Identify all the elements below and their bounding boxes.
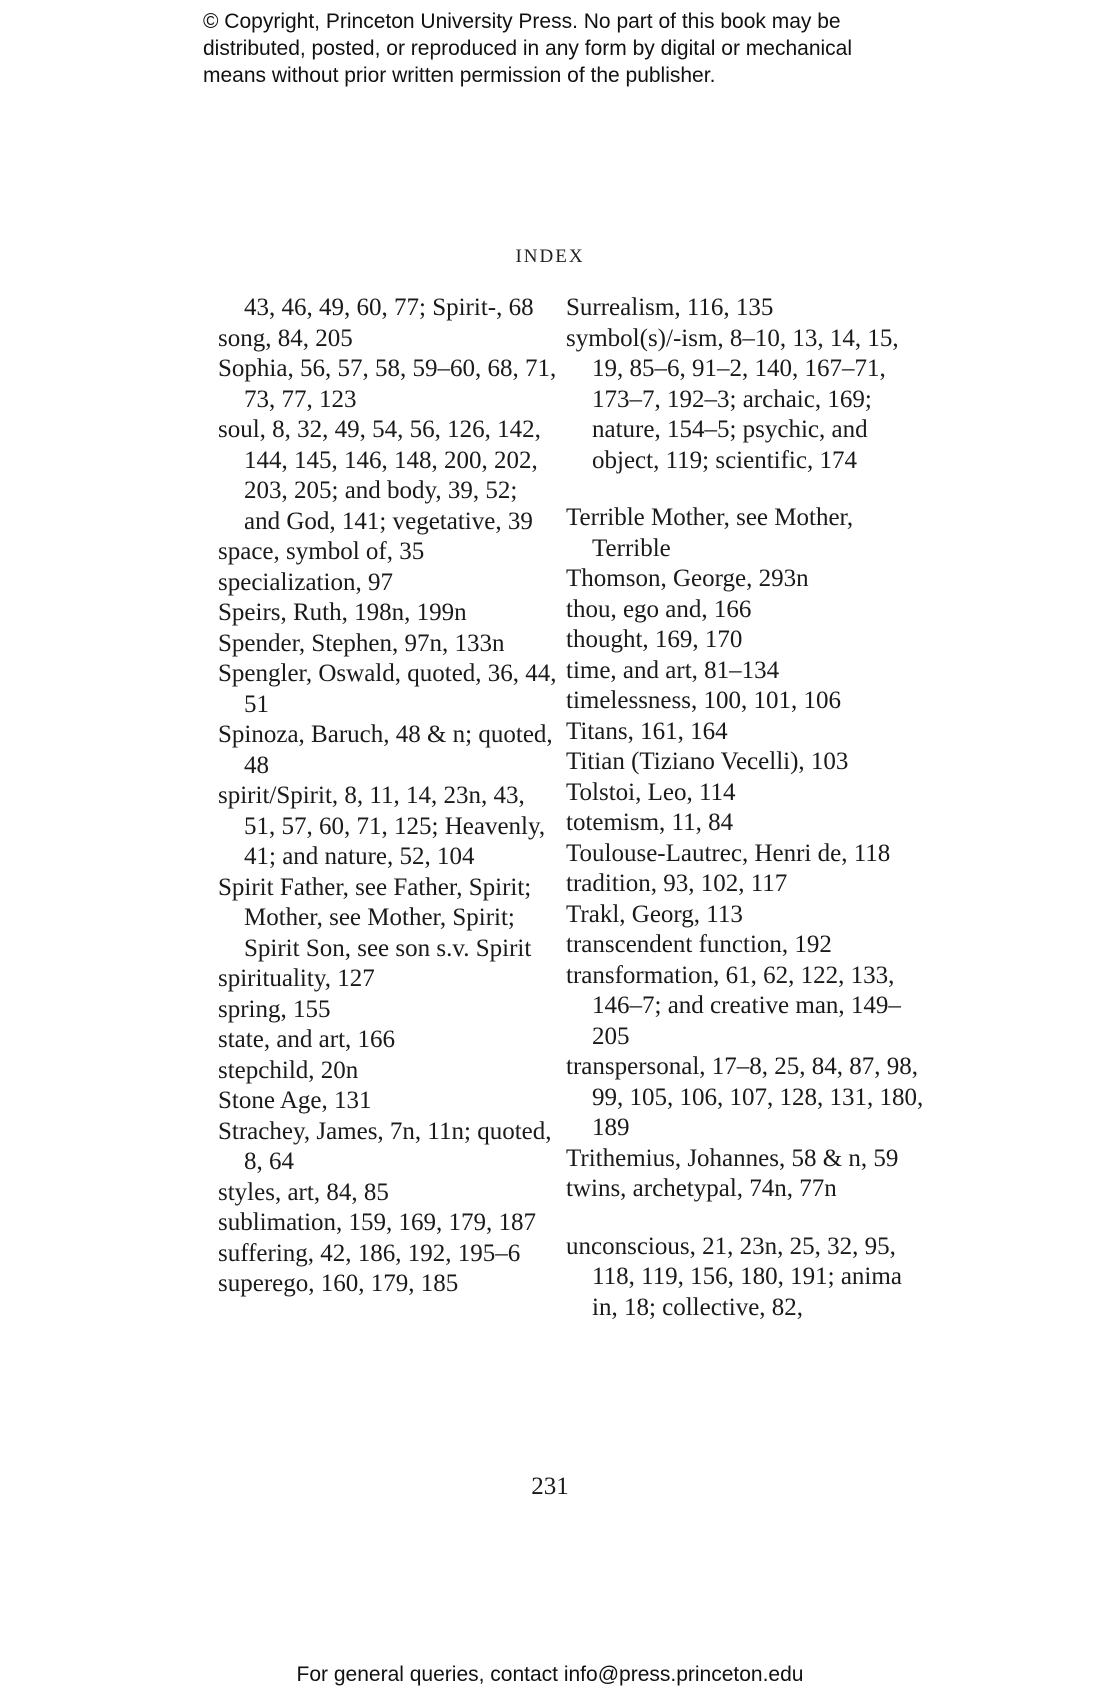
letter-group-divider [566,1205,926,1232]
index-entry: totemism, 11, 84 [566,809,734,836]
page-number: 231 [531,1473,569,1500]
index-entry: twins, archetypal, 74n, 77n [566,1175,837,1202]
index-entry: Titian (Tiziano Vecelli), 103 [566,748,849,775]
footer-contact: For general queries, contact info@press.princeton.edu [296,1663,804,1686]
copyright-line: means without prior written permission of the publisher. [203,64,716,87]
index-entry: Surrealism, 116, 135 [566,294,774,321]
index-entry: Terrible Mother, see Mother, Terrible [566,504,854,562]
index-entry: Spirit Father, see Father, Spirit; Mother, see Mother, Spirit; Spirit Son, see son s.v. Spirit [218,873,532,962]
index-entry: unconscious, 21, 23n, 25, 32, 95, 118, 119, 156, 180, 191; anima in, 18; collective, 82, [566,1232,902,1321]
index-heading: INDEX [515,246,585,267]
index-entry: state, and art, 166 [218,1026,396,1053]
index-entry: spirit/Spirit, 8, 11, 14, 23n, 43, 51, 57, 60, 71, 125; Heavenly, 41; and nature, 52, 104 [218,782,546,870]
copyright-line: distributed, posted, or reproduced in any form by digital or mechanical [203,37,853,60]
index-entry: transformation, 61, 62, 122, 133, 146–7; and creative man, 149–205 [566,961,901,1050]
index-entry: Toulouse-Lautrec, Henri de, 118 [566,839,891,867]
index-entry: Trakl, Georg, 113 [566,900,743,928]
index-entry: Spinoza, Baruch, 48 & n; quoted, 48 [218,721,553,779]
index-entry: transpersonal, 17–8, 25, 84, 87, 98, 99, 105, 106, 107, 128, 131, 180, 189 [566,1053,924,1141]
index-entry: stepchild, 20n [218,1056,359,1084]
index-column-left [218,293,558,1300]
index-entry: transcendent function, 192 [566,931,832,958]
index-entry: symbol(s)/-ism, 8–10, 13, 14, 15, 19, 85–6, 91–2, 140, 167–71, 173–7, 192–3; archaic, 169; nature, 154–5; psychic, and object, 119; scientific, 174 [566,324,899,474]
index-column-right [566,293,926,1323]
index-entry: spirituality, 127 [218,965,375,992]
copyright-line: © Copyright, Princeton University Press. No part of this book may be [203,10,841,33]
letter-group-divider [566,476,926,503]
index-entry: specialization, 97 [218,568,393,596]
index-entry: superego, 160, 179, 185 [218,1270,459,1297]
index-entry: timelessness, 100, 101, 106 [566,687,841,714]
index-entry: spring, 155 [218,995,331,1023]
index-entry: Strachey, James, 7n, 11n; quoted, 8, 64 [218,1117,552,1175]
index-entry: Trithemius, Johannes, 58 & n, 59 [566,1144,899,1172]
index-entry: sublimation, 159, 169, 179, 187 [218,1209,537,1236]
index-entry: Sophia, 56, 57, 58, 59–60, 68, 71, 73, 77, 123 [218,355,557,413]
index-entry: time, and art, 81–134 [566,656,780,684]
index-entry: tradition, 93, 102, 117 [566,870,788,897]
index-entry: soul, 8, 32, 49, 54, 56, 126, 142, 144, 145, 146, 148, 200, 202, 203, 205; and body, 39, 52; and God, 141; vegetative, 39 [218,416,541,535]
index-entry: Thomson, George, 293n [566,565,809,592]
index-entry: Speirs, Ruth, 198n, 199n [218,599,467,626]
index-entry: thought, 169, 170 [566,626,743,653]
index-entry: space, symbol of, 35 [218,538,425,565]
index-entry: Spender, Stephen, 97n, 133n [218,629,505,657]
index-entry: styles, art, 84, 85 [218,1178,389,1206]
index-entry: song, 84, 205 [218,324,353,352]
index-entry: thou, ego and, 166 [566,595,752,623]
index-entry: Stone Age, 131 [218,1087,372,1114]
index-entry: Spengler, Oswald, quoted, 36, 44, 51 [218,660,557,718]
index-entry: Titans, 161, 164 [566,717,728,745]
index-entry: suffering, 42, 186, 192, 195–6 [218,1239,521,1267]
index-entry: Tolstoi, Leo, 114 [566,778,736,806]
copyright-notice [203,8,923,89]
index-entry: 43, 46, 49, 60, 77; Spirit-, 68 [244,294,534,321]
